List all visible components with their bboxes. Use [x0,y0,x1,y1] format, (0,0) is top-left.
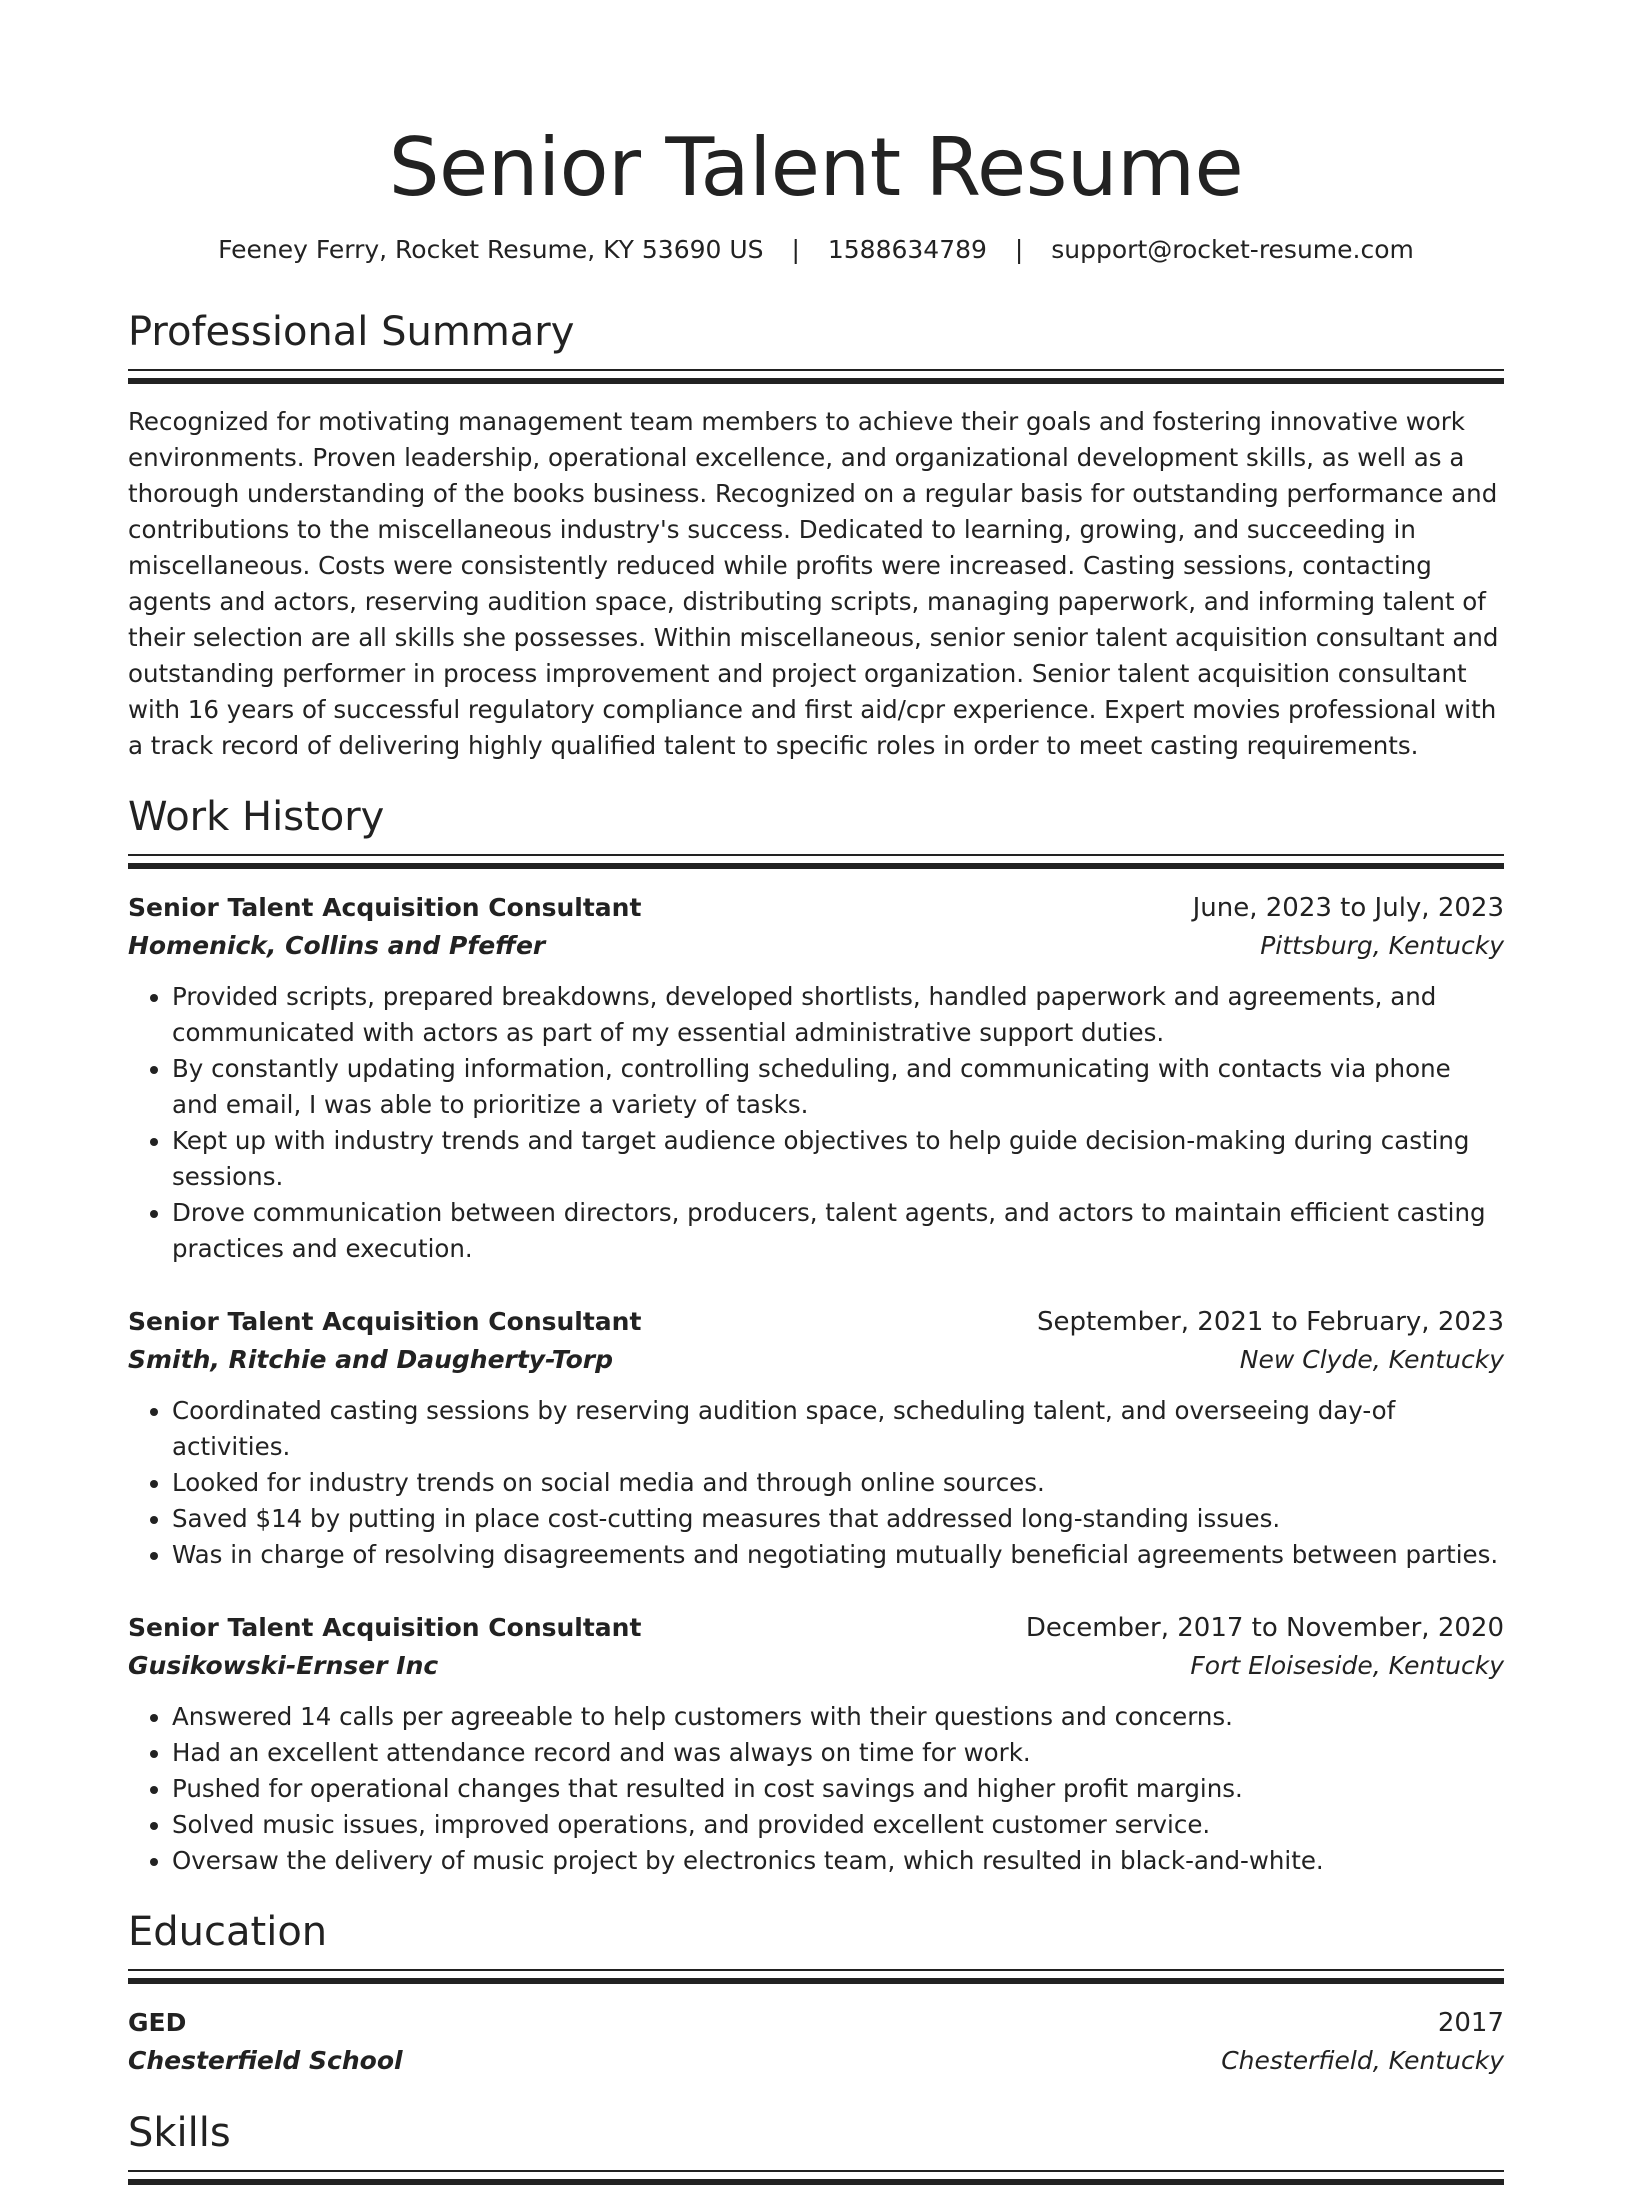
section-title: Professional Summary [128,309,575,355]
job-location: New Clyde, Kentucky [1239,1345,1504,1374]
list-item: • By constantly updating information, controlling scheduling, and communicating with contacts via phone and email, I was able to prioritize a variety of tasks. [172,1051,1504,1123]
education-school: Chesterfield School [128,2046,403,2075]
education-degree: GED [128,2008,187,2037]
summary-section [128,307,1504,764]
job-company: Smith, Ritchie and Daugherty-Torp [128,1345,614,1374]
list-item: • Coordinated casting sessions by reserving audition space, scheduling talent, and overseeing day-of activities. [172,1393,1504,1465]
job-bullets [128,1699,1504,1879]
section-divider-thick [128,2179,1504,2185]
job-company: Homenick, Collins and Pfeffer [128,931,546,960]
section-divider-thick [128,863,1504,869]
job-role: Senior Talent Acquisition Consultant [128,1307,642,1336]
list-item: • Had an excellent attendance record and was always on time for work. [172,1735,1504,1771]
job-company: Gusikowski-Ernser Inc [128,1651,439,1680]
summary-text: Recognized for motivating management team members to achieve their goals and fostering innovative work environments. Proven leadership, operational excellence, and organizational development skills, as well as a thorough understanding of the books business. Recognized on a regular basis for outstanding performance and contributions to the miscellaneous industry's success. Dedicated to learning, growing, and succeeding in miscellaneous. Costs were consistently reduced while profits were increased. Casting sessions, contacting agents and actors, reserving audition space, distributing scripts, managing paperwork, and informing talent of their selection are all skills she possesses. Within miscellaneous, senior senior talent acquisition consultant and outstanding performer in process improvement and project organization. Senior talent acquisition consultant with 16 years of successful regulatory compliance and first aid/cpr experience. Expert movies professional with a track record of delivering highly qualified talent to specific roles in order to meet casting requirements. [128,407,1499,760]
job-entry [128,1303,1504,1573]
section-title: Skills [128,2110,231,2156]
job-dates: June, 2023 to July, 2023 [1192,893,1504,923]
list-item: • Pushed for operational changes that resulted in cost savings and higher profit margins. [172,1771,1504,1807]
work-history-section [128,792,1504,1879]
education-entry [128,2004,1504,2080]
contact-separator: | [791,235,800,264]
education-location: Chesterfield, Kentucky [1221,2046,1504,2075]
job-entry [128,889,1504,1267]
skills-section [128,2108,1504,2185]
contact-address: Feeney Ferry, Rocket Resume, KY 53690 US [218,235,764,264]
job-dates: December, 2017 to November, 2020 [1025,1613,1504,1643]
list-item: • Answered 14 calls per agreeable to help customers with their questions and concerns. [172,1699,1504,1735]
job-dates: September, 2021 to February, 2023 [1037,1307,1504,1337]
list-item: • Saved $14 by putting in place cost-cutting measures that addressed long-standing issues. [172,1501,1504,1537]
education-year: 2017 [1437,2008,1504,2038]
section-title: Education [128,1909,328,1955]
job-bullets [128,979,1504,1267]
list-item: • Kept up with industry trends and target audience objectives to help guide decision-making during casting sessions. [172,1123,1504,1195]
job-role: Senior Talent Acquisition Consultant [128,1613,642,1642]
section-title: Work History [128,794,385,840]
job-location: Pittsburg, Kentucky [1260,931,1504,960]
job-role: Senior Talent Acquisition Consultant [128,893,642,922]
list-item: • Oversaw the delivery of music project by electronics team, which resulted in black-and-white. [172,1843,1504,1879]
list-item: • Solved music issues, improved operations, and provided excellent customer service. [172,1807,1504,1843]
list-item: • Provided scripts, prepared breakdowns, developed shortlists, handled paperwork and agreements, and communicated with actors as part of my essential administrative support duties. [172,979,1504,1051]
contact-separator: | [1014,235,1024,264]
job-entry [128,1609,1504,1879]
section-divider-thick [128,378,1504,384]
list-item: • Drove communication between directors, producers, talent agents, and actors to maintain efficient casting practices and execution. [172,1195,1504,1267]
list-item: • Was in charge of resolving disagreements and negotiating mutually beneficial agreements between parties. [172,1537,1504,1573]
contact-email: support@rocket-resume.com [1051,235,1414,264]
list-item: • Looked for industry trends on social media and through online sources. [172,1465,1504,1501]
section-divider-thick [128,1978,1504,1984]
contact-phone: 1588634789 [827,235,987,264]
resume-title: Senior Talent Resume [388,121,1244,214]
contact-line [128,232,1504,267]
education-section [128,1907,1504,2080]
job-bullets [128,1393,1504,1573]
job-location: Fort Eloiseside, Kentucky [1190,1651,1504,1680]
